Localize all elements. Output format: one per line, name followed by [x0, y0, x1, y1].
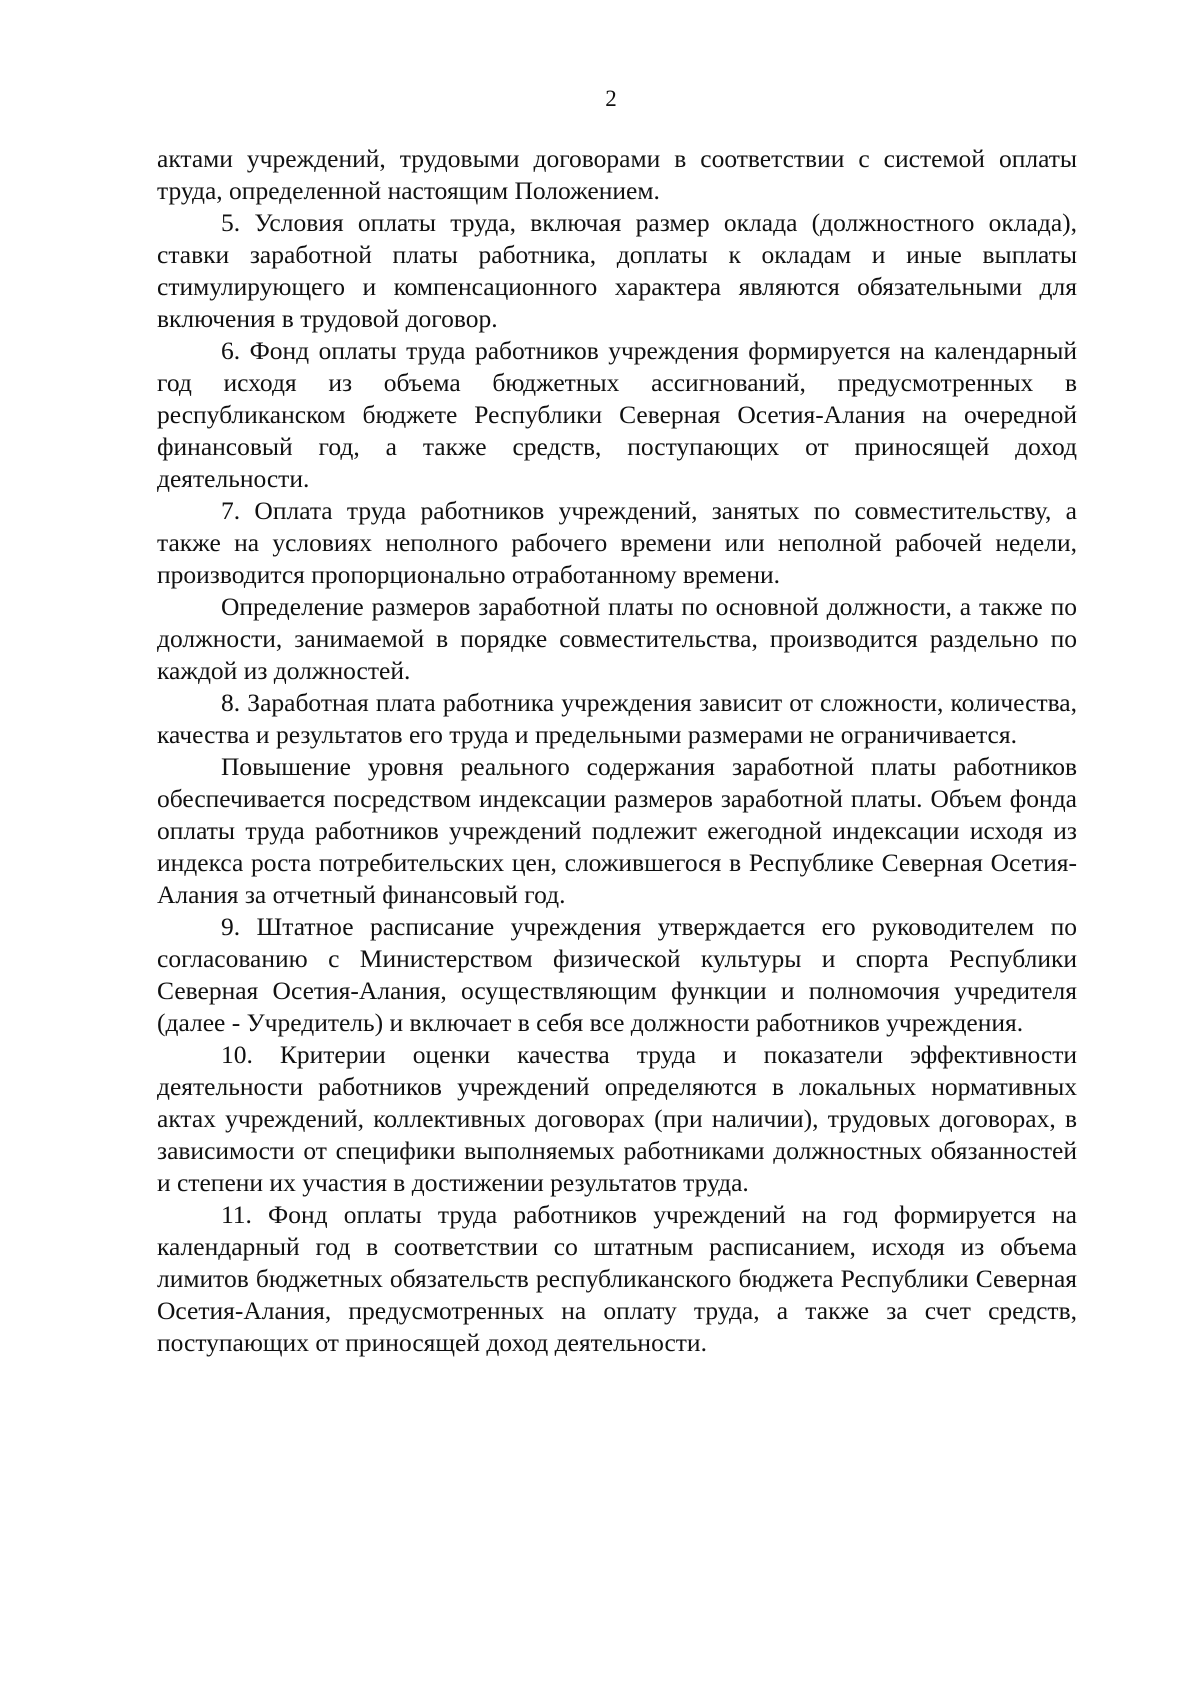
- paragraph-continuation: актами учреждений, трудовыми договорами в соответствии с системой оплаты труда, определенной настоящим Положением.: [157, 144, 1077, 205]
- paragraph-item-6: 6. Фонд оплаты труда работников учреждения формируется на календарный год исходя из объема бюджетных ассигнований, предусмотренных в республиканском бюджете Республики Северная Осетия-Алания на очередной финансовый год, а также средств, поступающих от приносящей доход деятельности.: [157, 336, 1077, 493]
- document-body: [157, 143, 1077, 1359]
- paragraph-item-9: 9. Штатное расписание учреждения утверждается его руководителем по согласованию с Министерством физической культуры и спорта Республики Северная Осетия-Алания, осуществляющим функции и полномочия учредителя (далее - Учредитель) и включает в себя все должности работников учреждения.: [157, 912, 1077, 1037]
- paragraph-item-7-part-2: Определение размеров заработной платы по основной должности, а также по должности, занимаемой в порядке совместительства, производится раздельно по каждой из должностей.: [157, 592, 1077, 685]
- paragraph-item-10: 10. Критерии оценки качества труда и показатели эффективности деятельности работников учреждений определяются в локальных нормативных актах учреждений, коллективных договорах (при наличии), трудовых договорах, в зависимости от специфики выполняемых работниками должностных обязанностей и степени их участия в достижении результатов труда.: [157, 1040, 1077, 1197]
- paragraph-item-8-part-2: Повышение уровня реального содержания заработной платы работников обеспечивается посредством индексации размеров заработной платы. Объем фонда оплаты труда работников учреждений подлежит ежегодной индексации исходя из индекса роста потребительских цен, сложившегося в Республике Северная Осетия-Алания за отчетный финансовый год.: [157, 752, 1077, 909]
- paragraph-item-7: 7. Оплата труда работников учреждений, занятых по совместительству, а также на условиях неполного рабочего времени или неполной рабочей недели, производится пропорционально отработанному времени.: [157, 496, 1077, 589]
- page-number: 2: [605, 86, 617, 111]
- paragraph-item-11: 11. Фонд оплаты труда работников учреждений на год формируется на календарный год в соответствии со штатным расписанием, исходя из объема лимитов бюджетных обязательств республиканского бюджета Республики Северная Осетия-Алания, предусмотренных на оплату труда, а также за счет средств, поступающих от приносящей доход деятельности.: [157, 1200, 1077, 1357]
- paragraph-item-8: 8. Заработная плата работника учреждения зависит от сложности, количества, качества и результатов его труда и предельными размерами не ограничивается.: [157, 688, 1077, 749]
- paragraph-item-5: 5. Условия оплаты труда, включая размер оклада (должностного оклада), ставки заработной платы работника, доплаты к окладам и иные выплаты стимулирующего и компенсационного характера являются обязательными для включения в трудовой договор.: [157, 208, 1077, 333]
